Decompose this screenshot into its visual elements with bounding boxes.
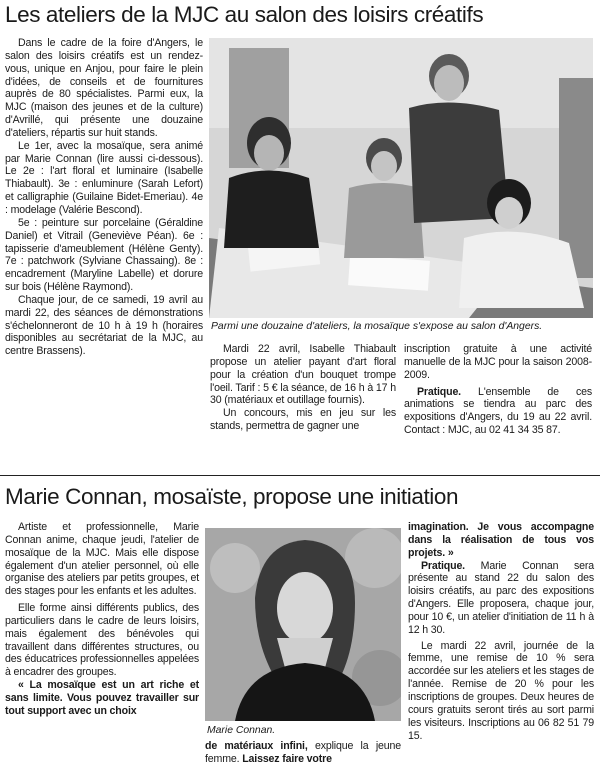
- article2-quote-continued: [205, 740, 401, 766]
- article1-column-2: [210, 343, 396, 433]
- article2-paragraph: Le mardi 22 avril, journée de la femme, une remise de 10 % sera accordée sur les ateliers et les stages de l'année. Remise de 20 % pour les inscriptions de groupes. Deux heures de cours gratuits seront tirés au sort parmi les visiteurs. Inscriptions au 06 82 51 79 15.: [408, 639, 594, 742]
- article2-paragraph: Artiste et professionnelle, Marie Connan anime, chaque jeudi, l'atelier de mosaïque de la MJC. Mais elle dispose également d'un atelier personnel, où elle organise des ateliers par petits groupes, et des stages pour les enfants et les adultes.: [5, 521, 199, 598]
- practical-text: Marie Connan sera présente au stand 22 du salon des loisirs créatifs, au parc des expositions d'Angers. Elle proposera, chaque jour, pour 10 €, un atelier d'initiation de 11 h à 12 h 30.: [408, 559, 594, 636]
- workshop-photo-image: [209, 38, 593, 318]
- practical-text: L'ensemble de ces animations se tiendra au parc des expositions d'Angers, du 19 au 22 avril. Contact : MJC, au 02 41 34 35 87.: [404, 385, 592, 437]
- article1-practical: [404, 386, 592, 437]
- article1-paragraph: Chaque jour, de ce samedi, 19 avril au mardi 22, des séances de démonstrations s'échelonneront de 10 h à 19 h (horaires disponibles au secrétariat de la MJC, au centre Brassens).: [5, 293, 203, 358]
- article2-paragraph: Elle forme ainsi différents publics, des particuliers dans le cadre de leurs loisirs, mais également des bénévoles qui travaillent dans différentes structures, ou des éducatrices professionnelles appelées à encadrer des groupes.: [5, 602, 199, 679]
- portrait-photo-caption: Marie Connan.: [207, 725, 276, 736]
- article1-paragraph: Mardi 22 avril, Isabelle Thiabault propose un atelier payant d'art floral pour la création d'un bouquet trompe l'oeil. Tarif : 5 € la séance, de 16 h à 17 h 30 (matériaux et outillage fournis).: [210, 343, 396, 407]
- practical-label: Pratique.: [417, 385, 461, 398]
- article2-column-1: [5, 521, 199, 718]
- article-separator: [0, 475, 600, 476]
- workshop-photo: [209, 38, 593, 318]
- article1-paragraph: Le 1er, avec la mosaïque, sera animé par Marie Connan (lire aussi ci-dessous). Le 2e : l'art floral et luminaire (Isabelle Thiabault). 3e : enluminure (Sarah Lefort) et calligraphie (Guilaine Bidet-Emeriau). 4e : modelage (Valérie Bescond).: [5, 139, 203, 216]
- article2-column-2: [205, 740, 401, 766]
- quote-attribution: explique la jeune femme.: [205, 740, 401, 765]
- portrait-photo-image: [205, 528, 401, 721]
- article1-paragraph: inscription gratuite à une activité manuelle de la MJC pour la saison 2008-2009.: [404, 343, 592, 381]
- article2-quote: « La mosaïque est un art riche et sans limite. Vous pouvez travailler sur tout support avec un choix: [5, 679, 199, 717]
- article1-column-3: [404, 343, 592, 437]
- article1-paragraph: Dans le cadre de la foire d'Angers, le salon des loisirs créatifs est un rendez-vous, unique en Anjou, pour faire le plein d'idées, de conseils et de fournitures auprès de 80 spécialistes. Parmi eux, la MJC (maison des jeunes et de la culture) d'Avrillé, qui présente une douzaine d'ateliers, répartis sur huit stands.: [5, 37, 203, 139]
- article2-column-3: [408, 521, 594, 742]
- article1-column-1: [5, 37, 203, 358]
- workshop-photo-caption: Parmi une douzaine d'ateliers, la mosaïque s'expose au salon d'Angers.: [211, 321, 543, 332]
- article1-paragraph: Un concours, mis en jeu sur les stands, permettra de gagner une: [210, 407, 396, 433]
- article2-quote-end: imagination. Je vous accompagne dans la réalisation de tous vos projets. »: [408, 521, 594, 559]
- quote-continuation: Laissez faire votre: [242, 752, 332, 765]
- portrait-photo: [205, 528, 401, 721]
- article2-practical: [408, 560, 594, 637]
- article2-headline: Marie Connan, mosaïste, propose une initiation: [5, 484, 459, 509]
- practical-label: Pratique.: [421, 559, 465, 572]
- article1-paragraph: 5e : peinture sur porcelaine (Géraldine Daniel) et Vitrail (Geneviève Péan). 6e : tapisserie d'ameublement (Hélène Genty). 7e : patchwork (Sylviane Chassaing). 8e : encadrement (Maryline Labelle) et dorure sur bois (Hélène Raymond).: [5, 216, 203, 294]
- article1-headline: Les ateliers de la MJC au salon des loisirs créatifs: [5, 2, 484, 27]
- quote-end: de matériaux infini,: [205, 740, 308, 752]
